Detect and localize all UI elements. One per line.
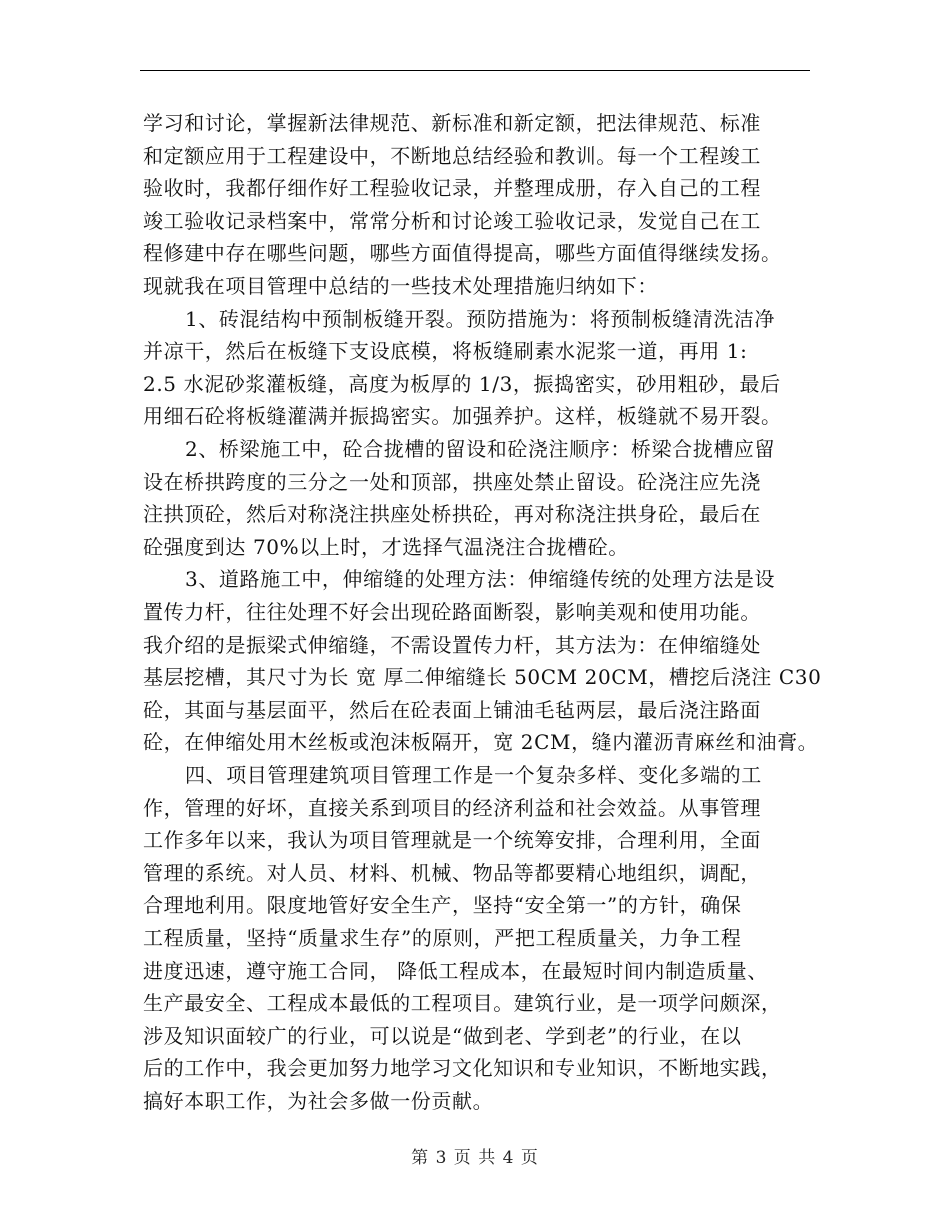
text-line: 砼，在伸缩处用木丝板或泡沫板隔开，宽 2CM，缝内灌沥青麻丝和油膏。 [143,730,819,755]
text-line: 搞好本职工作，为社会多做一份贡献。 [143,1089,494,1113]
header-rule [140,70,810,71]
text-line: 我介绍的是振梁式伸缩缝，不需设置传力杆，其方法为：在伸缩缝处 [143,632,761,657]
text-line: 竣工验收记录档案中，常常分析和讨论竣工验收记录，发觉自己在工 [143,208,761,233]
text-line: 工程质量，坚持“质量求生存”的原则，严把工程质量关，力争工程 [143,926,742,950]
text-line: 四、项目管理建筑项目管理工作是一个复杂多样、变化多端的工 [185,763,762,787]
text-line: 设在桥拱跨度的三分之一处和顶部，拱座处禁止留设。砼浇注应先浇 [143,469,761,494]
text-line: 涉及知识面较广的行业，可以说是“做到老、学到老”的行业，在以 [143,1023,742,1048]
text-line: 注拱顶砼，然后对称浇注拱座处桥拱砼，再对称浇注拱身砼，最后在 [143,502,761,527]
text-line: 工作多年以来，我认为项目管理就是一个统筹安排，合理利用，全面 [143,828,761,853]
text-line: 生产最安全、工程成本最低的工程项目。建筑行业，是一项学问颇深， [143,991,782,1016]
text-line: 砼，其面与基层面平，然后在砼表面上铺油毛毡两层，最后浇注路面 [143,697,761,722]
text-line: 和定额应用于工程建设中，不断地总结经验和教训。每一个工程竣工 [143,143,761,168]
text-line: 砼强度到达 70%以上时，才选择气温浇注合拢槽砼。 [143,534,629,559]
text-line: 并凉干，然后在板缝下支设底模，将板缝刷素水泥浆一道，再用 1: [143,339,748,364]
text-line: 验收时，我都仔细作好工程验收记录，并整理成册，存入自己的工程 [143,176,761,201]
text-line: 3、道路施工中，伸缩缝的处理方法：伸缩缝传统的处理方法是设 [185,567,776,592]
text-line: 进度迅速，遵守施工合同， 降低工程成本，在最短时间内制造质量、 [143,958,768,983]
text-line: 程修建中存在哪些问题，哪些方面值得提高，哪些方面值得继续发扬。 [143,241,782,266]
text-line: 现就我在项目管理中总结的一些技术处理措施归纳如下： [143,274,658,298]
text-line: 学习和讨论，掌握新法律规范、新标准和新定额，把法律规范、标准 [143,111,761,135]
text-line: 2、桥梁施工中，砼合拢槽的留设和砼浇注顺序：桥梁合拢槽应留 [185,437,776,461]
text-line: 合理地利用。限度地管好安全生产，坚持“安全第一”的方针，确保 [143,893,742,918]
text-line: 作，管理的好坏，直接关系到项目的经济利益和社会效益。从事管理 [143,795,761,820]
text-line: 基层挖槽，其尺寸为长 宽 厚二伸缩缝长 50CM 20CM，槽挖后浇注 C30 [143,665,822,690]
text-line: 1、砖混结构中预制板缝开裂。预防措施为：将预制板缝清洗洁净 [185,306,776,331]
text-line: 用细石砼将板缝灌满并振捣密实。加强养护。这样，板缝就不易开裂。 [143,404,782,429]
text-line: 2.5 水泥砂浆灌板缝，高度为板厚的 1/3，振捣密实，砂用粗砂，最后 [143,371,781,396]
page-footer: 第 3 页 共 4 页 [411,1148,539,1168]
text-line: 置传力杆，往往处理不好会出现砼路面断裂，影响美观和使用功能。 [143,600,761,624]
text-line: 管理的系统。对人员、材料、机械、物品等都要精心地组织，调配， [143,860,761,885]
text-line: 后的工作中，我会更加努力地学习文化知识和专业知识，不断地实践， [143,1056,782,1081]
